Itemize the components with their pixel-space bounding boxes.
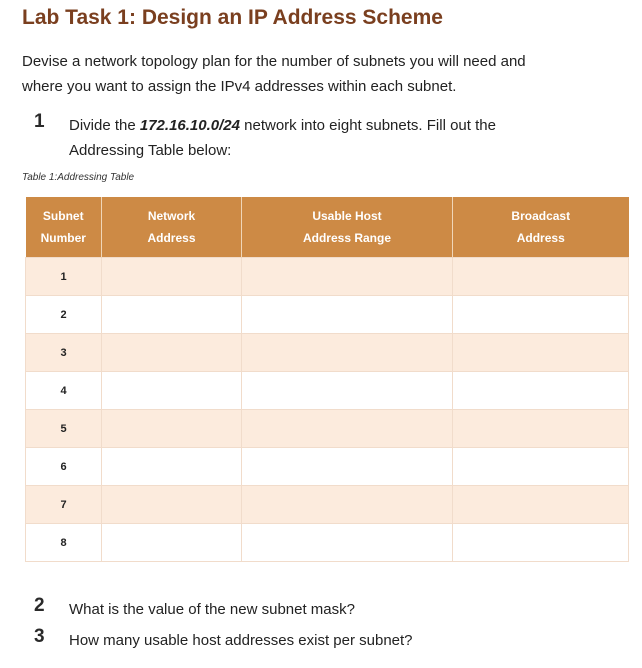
broadcast-address-cell[interactable] — [453, 486, 629, 524]
step-number: 2 — [34, 595, 45, 616]
broadcast-address-cell[interactable] — [453, 258, 629, 296]
intro-line-1: Devise a network topology plan for the number of subnets you will need and — [22, 53, 526, 70]
network-address-cell[interactable] — [102, 410, 242, 448]
subnet-number-cell: 8 — [26, 524, 102, 562]
subnet-number-cell: 2 — [26, 296, 102, 334]
step-number: 1 — [34, 111, 45, 132]
step-1-line-1 — [69, 113, 496, 138]
network-address-cell[interactable] — [102, 296, 242, 334]
table-row — [26, 258, 629, 296]
host-range-cell[interactable] — [242, 448, 453, 486]
table-caption: Table 1:Addressing Table — [22, 172, 135, 183]
network-address-cell[interactable] — [102, 258, 242, 296]
subnet-number-cell: 1 — [26, 258, 102, 296]
step-text — [69, 113, 496, 163]
host-range-cell[interactable] — [242, 410, 453, 448]
intro-line-2: where you want to assign the IPv4 addresses within each subnet. — [22, 78, 457, 95]
table-row — [26, 296, 629, 334]
table-row — [26, 372, 629, 410]
subnet-number-cell: 6 — [26, 448, 102, 486]
broadcast-address-cell[interactable] — [453, 372, 629, 410]
header-subnet-number: Subnet Number — [26, 197, 102, 258]
step-1-line-2: Addressing Table below: — [69, 142, 232, 159]
host-range-cell[interactable] — [242, 486, 453, 524]
header-network-address: Network Address — [102, 197, 242, 258]
step-text-after: network into eight subnets. Fill out the — [239, 117, 496, 134]
table-row — [26, 410, 629, 448]
host-range-cell[interactable] — [242, 258, 453, 296]
table-row — [26, 486, 629, 524]
step-1 — [22, 111, 632, 161]
table-header-row — [26, 197, 629, 258]
step-2 — [22, 595, 632, 621]
broadcast-address-cell[interactable] — [453, 448, 629, 486]
header-usable-host-range: Usable Host Address Range — [242, 197, 453, 258]
subnet-number-cell: 4 — [26, 372, 102, 410]
step-3 — [22, 626, 632, 652]
header-broadcast-address: Broadcast Address — [453, 197, 629, 258]
network-address-cell[interactable] — [102, 448, 242, 486]
table-row — [26, 334, 629, 372]
host-range-cell[interactable] — [242, 524, 453, 562]
broadcast-address-cell[interactable] — [453, 296, 629, 334]
broadcast-address-cell[interactable] — [453, 524, 629, 562]
subnet-number-cell: 7 — [26, 486, 102, 524]
broadcast-address-cell[interactable] — [453, 410, 629, 448]
step-text: What is the value of the new subnet mask? — [69, 601, 355, 618]
table-row — [26, 448, 629, 486]
subnet-number-cell: 5 — [26, 410, 102, 448]
step-text-before: Divide the — [69, 117, 140, 134]
network-address-cell[interactable] — [102, 372, 242, 410]
step-number: 3 — [34, 626, 45, 647]
subnet-number-cell: 3 — [26, 334, 102, 372]
network-address-cell[interactable] — [102, 334, 242, 372]
page-title: Lab Task 1: Design an IP Address Scheme — [22, 6, 443, 29]
step-text: How many usable host addresses exist per subnet? — [69, 632, 413, 649]
host-range-cell[interactable] — [242, 372, 453, 410]
network-address-cell[interactable] — [102, 486, 242, 524]
network-address: 172.16.10.0/24 — [139, 117, 240, 134]
intro-paragraph — [22, 49, 622, 99]
host-range-cell[interactable] — [242, 334, 453, 372]
table-row — [26, 524, 629, 562]
addressing-table — [25, 197, 629, 562]
network-address-cell[interactable] — [102, 524, 242, 562]
host-range-cell[interactable] — [242, 296, 453, 334]
broadcast-address-cell[interactable] — [453, 334, 629, 372]
